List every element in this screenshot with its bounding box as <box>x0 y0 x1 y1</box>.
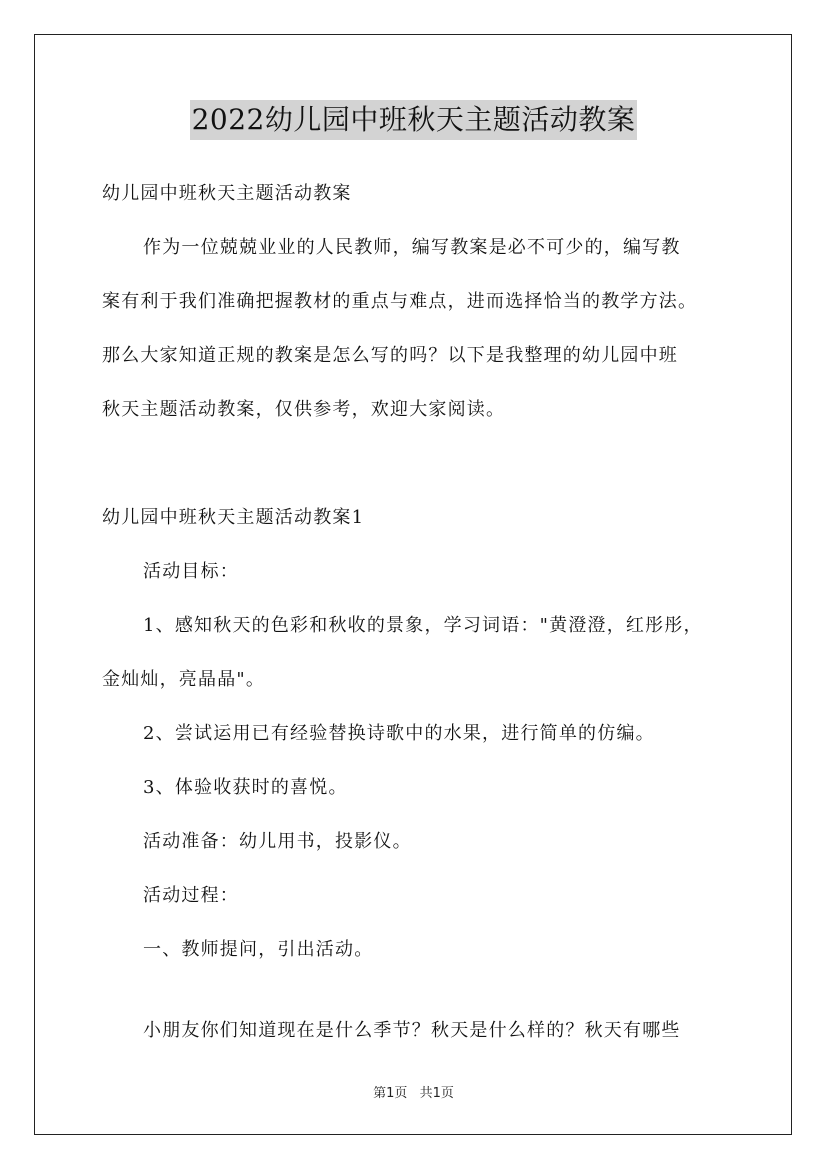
paragraph-line: 1、感知秋天的色彩和秋收的景象，学习词语："黄澄澄，红彤彤， <box>143 615 703 636</box>
paragraph-line: 3、体验收获时的喜悦。 <box>143 777 348 798</box>
paragraph-line: 2、尝试运用已有经验替换诗歌中的水果，进行简单的仿编。 <box>143 723 655 744</box>
title-container <box>0 100 827 140</box>
paragraph-line: 案有利于我们准确把握教材的重点与难点，进而选择恰当的教学方法。 <box>102 291 698 312</box>
page-footer <box>0 1082 827 1101</box>
page-number: 第1页 <box>373 1086 408 1101</box>
paragraph-line: 秋天主题活动教案，仅供参考，欢迎大家阅读。 <box>102 399 506 420</box>
paragraph-line: 那么大家知道正规的教案是怎么写的吗？以下是我整理的幼儿园中班 <box>102 345 678 366</box>
paragraph-line: 一、教师提问，引出活动。 <box>143 939 374 960</box>
paragraph-line: 作为一位兢兢业业的人民教师，编写教案是必不可少的，编写教 <box>143 237 681 258</box>
paragraph-line: 活动目标： <box>143 561 239 582</box>
paragraph-line: 金灿灿，亮晶晶"。 <box>102 669 266 690</box>
page-total: 共1页 <box>419 1086 454 1101</box>
section-heading: 幼儿园中班秋天主题活动教案1 <box>102 507 365 528</box>
document-title: 2022幼儿园中班秋天主题活动教案 <box>190 100 638 140</box>
subtitle-line: 幼儿园中班秋天主题活动教案 <box>102 183 352 204</box>
paragraph-line: 活动准备：幼儿用书，投影仪。 <box>143 831 412 852</box>
paragraph-line: 活动过程： <box>143 885 239 906</box>
paragraph-line: 小朋友你们知道现在是什么季节？秋天是什么样的？秋天有哪些 <box>143 1020 681 1041</box>
